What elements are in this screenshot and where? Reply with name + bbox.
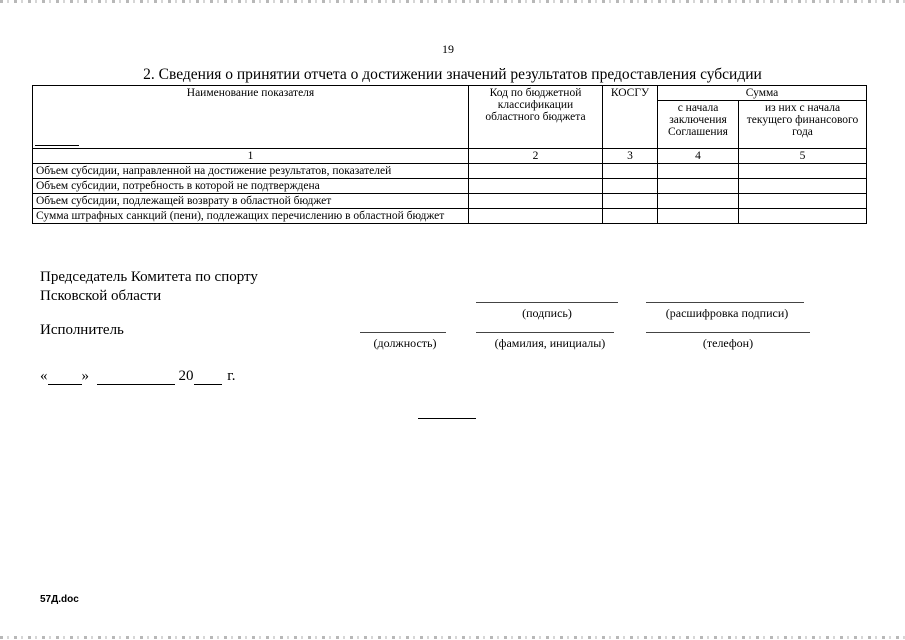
header-name-underline bbox=[35, 145, 79, 146]
day-blank bbox=[48, 370, 82, 385]
table-row bbox=[33, 179, 867, 194]
signature-line bbox=[476, 302, 618, 303]
row-kosgu-cell bbox=[603, 194, 658, 209]
header-sum-current-year: из них с начала текущего финансового года bbox=[739, 101, 867, 149]
column-number: 4 bbox=[658, 149, 739, 164]
position-caption: (должность) bbox=[373, 336, 437, 350]
open-quote: « bbox=[40, 368, 48, 384]
report-table bbox=[32, 85, 867, 224]
year-prefix: 20 bbox=[178, 368, 194, 384]
row-code-cell bbox=[469, 194, 603, 209]
column-number: 5 bbox=[739, 149, 867, 164]
scan-top-edge bbox=[0, 0, 905, 3]
chairman-title bbox=[40, 268, 258, 306]
header-code: Код по бюджетной классификации областного бюджета bbox=[469, 86, 603, 149]
name-caption: (фамилия, инициалы) bbox=[494, 336, 606, 350]
scan-bottom-edge bbox=[0, 636, 905, 639]
row-kosgu-cell bbox=[603, 179, 658, 194]
row-year-cell bbox=[739, 194, 867, 209]
row-code-cell bbox=[469, 179, 603, 194]
row-total-cell bbox=[658, 194, 739, 209]
page-number: 19 bbox=[442, 42, 454, 56]
footer-filename: 57Д.doc bbox=[40, 594, 79, 605]
table-row bbox=[33, 194, 867, 209]
header-name: Наименование показателя bbox=[33, 86, 469, 149]
name-line bbox=[476, 332, 614, 333]
phone-caption: (телефон) bbox=[702, 336, 754, 350]
year-suffix: г. bbox=[227, 368, 236, 384]
end-separator bbox=[418, 418, 476, 419]
row-year-cell bbox=[739, 209, 867, 224]
section-title: 2. Сведения о принятии отчета о достижении значений результатов предоставления субсидии bbox=[143, 66, 762, 83]
row-year-cell bbox=[739, 179, 867, 194]
row-kosgu-cell bbox=[603, 209, 658, 224]
phone-line bbox=[646, 332, 810, 333]
header-sum: Сумма bbox=[658, 86, 867, 101]
executor-label: Исполнитель bbox=[40, 322, 124, 338]
row-year-cell bbox=[739, 164, 867, 179]
table-row bbox=[33, 209, 867, 224]
row-code-cell bbox=[469, 164, 603, 179]
year-blank bbox=[194, 370, 222, 385]
row-name: Сумма штрафных санкций (пени), подлежащих перечислению в областной бюджет bbox=[33, 209, 469, 224]
position-line bbox=[360, 332, 446, 333]
signature-decoding-caption: (расшифровка подписи) bbox=[665, 306, 789, 320]
row-total-cell bbox=[658, 179, 739, 194]
header-kosgu: КОСГУ bbox=[603, 86, 658, 149]
row-total-cell bbox=[658, 209, 739, 224]
column-number: 2 bbox=[469, 149, 603, 164]
row-name: Объем субсидии, подлежащей возврату в областной бюджет bbox=[33, 194, 469, 209]
column-number: 3 bbox=[603, 149, 658, 164]
signature-decoding-line bbox=[646, 302, 804, 303]
chairman-line-1: Председатель Комитета по спорту bbox=[40, 269, 258, 285]
row-code-cell bbox=[469, 209, 603, 224]
header-sum-from-agreement: с начала заключения Соглашения bbox=[658, 101, 739, 149]
row-total-cell bbox=[658, 164, 739, 179]
column-number: 1 bbox=[33, 149, 469, 164]
row-name: Объем субсидии, направленной на достижение результатов, показателей bbox=[33, 164, 469, 179]
table-row bbox=[33, 164, 867, 179]
chairman-line-2: Псковской области bbox=[40, 288, 162, 304]
month-blank bbox=[97, 370, 175, 385]
row-name: Объем субсидии, потребность в которой не подтверждена bbox=[33, 179, 469, 194]
date-line bbox=[40, 368, 235, 385]
row-kosgu-cell bbox=[603, 164, 658, 179]
signature-caption: (подпись) bbox=[522, 306, 572, 320]
close-quote: » bbox=[81, 368, 89, 384]
